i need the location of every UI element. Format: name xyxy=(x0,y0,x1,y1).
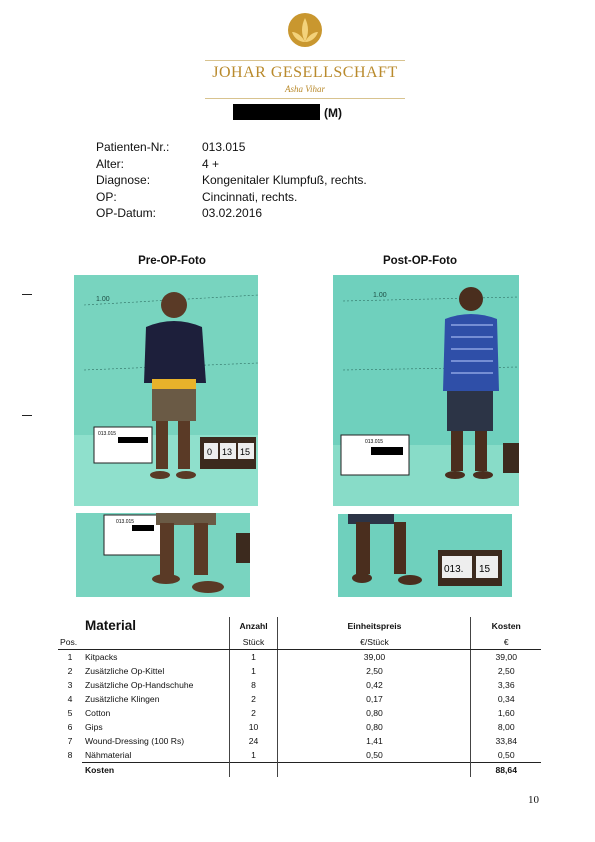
cell-kosten: 3,36 xyxy=(471,678,541,692)
cell-kosten: 0,50 xyxy=(471,748,541,763)
info-label: OP-Datum: xyxy=(96,206,157,220)
cell-preis: 0,42 xyxy=(278,678,471,692)
table-row xyxy=(58,720,541,734)
table-row xyxy=(58,650,541,665)
cell-pos: 7 xyxy=(67,736,73,746)
table-row xyxy=(58,734,541,748)
cell-kosten: 2,50 xyxy=(471,664,541,678)
info-row-diagnosis xyxy=(96,172,367,189)
info-value: 03.02.2016 xyxy=(202,206,263,220)
cell-anzahl: 1 xyxy=(229,650,278,665)
material-cost-table xyxy=(58,617,541,777)
cell-material: Zusätzliche Klingen xyxy=(84,694,160,704)
table-header-row xyxy=(58,617,541,634)
flip-digit: 0 xyxy=(207,447,213,457)
cell-preis: 0,80 xyxy=(278,720,471,734)
header-kosten: Kosten xyxy=(471,617,541,634)
table-unit-row xyxy=(58,634,541,650)
info-label: Alter: xyxy=(96,156,125,171)
unit-kosten: € xyxy=(471,634,541,650)
flip-digit: 013. xyxy=(444,564,464,575)
cell-material: Nähmaterial xyxy=(84,750,132,760)
header-pos: Pos. xyxy=(58,634,82,650)
cell-kosten: 39,00 xyxy=(471,650,541,665)
photo-card-number: 013.015 xyxy=(116,519,135,525)
info-value: Kongenitaler Klumpfuß, rechts. xyxy=(202,173,367,187)
cell-preis: 1,41 xyxy=(278,734,471,748)
cell-anzahl: 8 xyxy=(229,678,278,692)
flip-digit: 15 xyxy=(240,447,251,457)
margin-mark xyxy=(22,415,32,416)
cell-material: Zusätzliche Op-Kittel xyxy=(84,666,165,676)
cell-material: Cotton xyxy=(84,708,111,718)
cell-pos: 8 xyxy=(67,750,73,761)
info-row-patient-number xyxy=(96,139,367,156)
cell-preis: 0,17 xyxy=(278,692,471,706)
unit-anzahl: Stück xyxy=(229,634,278,650)
info-row-age xyxy=(96,156,367,173)
unit-einheitspreis: €/Stück xyxy=(278,634,471,650)
table-total-row xyxy=(58,763,541,778)
logo-rule-bottom xyxy=(205,98,405,99)
header-cell-empty xyxy=(58,617,82,634)
cell-pos: 5 xyxy=(67,708,73,718)
total-cell-empty xyxy=(278,763,471,778)
patient-info xyxy=(96,139,367,222)
cell-kosten: 33,84 xyxy=(471,734,541,748)
pre-op-photo-title: Pre-OP-Foto xyxy=(138,255,206,267)
header-einheitspreis: Einheitspreis xyxy=(278,617,471,634)
info-label: Patienten-Nr.: xyxy=(96,140,170,154)
wall-scale-label: 1.00 xyxy=(96,296,110,303)
info-value: Cincinnati, rechts. xyxy=(202,189,298,204)
pre-op-feet-photo xyxy=(76,513,250,597)
pre-op-photo xyxy=(74,275,258,506)
cell-preis: 39,00 xyxy=(278,650,471,665)
total-value: 88,64 xyxy=(471,763,541,778)
header-anzahl: Anzahl xyxy=(229,617,278,634)
margin-mark xyxy=(22,294,32,295)
info-label: Diagnose: xyxy=(96,173,151,187)
cell-pos: 4 xyxy=(67,694,73,704)
total-cell-empty xyxy=(229,763,278,778)
cell-material: Wound-Dressing (100 Rs) xyxy=(84,736,185,746)
cell-anzahl: 1 xyxy=(229,748,278,763)
table-row xyxy=(58,748,541,763)
cell-kosten: 8,00 xyxy=(471,720,541,734)
table-row xyxy=(58,678,541,692)
header-cell-empty xyxy=(82,634,229,650)
cell-pos: 6 xyxy=(67,722,73,732)
post-op-photo xyxy=(333,275,519,506)
cell-anzahl: 2 xyxy=(229,692,278,706)
cell-anzahl: 24 xyxy=(229,734,278,748)
brand-name: JOHAR GESELLSCHAFT xyxy=(212,64,398,81)
header-material: Material xyxy=(84,618,136,633)
patient-name-redacted xyxy=(233,104,320,120)
flip-digit: 15 xyxy=(479,564,491,575)
total-cell-empty xyxy=(58,763,82,778)
info-row-op-date xyxy=(96,205,367,222)
info-label: OP: xyxy=(96,189,117,204)
cell-preis: 2,50 xyxy=(278,664,471,678)
cell-material: Gips xyxy=(84,722,103,732)
cell-pos: 3 xyxy=(67,680,73,690)
cell-preis: 0,80 xyxy=(278,706,471,720)
brand-subtitle: Asha Vihar xyxy=(284,84,326,94)
photo-card-number: 013.015 xyxy=(365,439,384,445)
post-op-photo-title: Post-OP-Foto xyxy=(382,255,458,267)
cell-material: Zusätzliche Op-Handschuhe xyxy=(84,680,194,690)
cell-kosten: 0,34 xyxy=(471,692,541,706)
table-row xyxy=(58,706,541,720)
cell-kosten: 1,60 xyxy=(471,706,541,720)
logo-rule-top xyxy=(205,60,405,61)
table-row xyxy=(58,664,541,678)
post-op-feet-photo xyxy=(338,514,512,597)
info-row-operation xyxy=(96,189,367,206)
info-value: 4 + xyxy=(202,156,220,171)
total-label: Kosten xyxy=(82,763,229,778)
cell-pos: 2 xyxy=(67,666,73,676)
cell-anzahl: 2 xyxy=(229,706,278,720)
page-number: 10 xyxy=(528,794,539,806)
patient-gender: (M) xyxy=(324,106,342,120)
cell-anzahl: 10 xyxy=(229,720,278,734)
cell-preis: 0,50 xyxy=(278,748,471,763)
cell-anzahl: 1 xyxy=(229,664,278,678)
cell-material: Kitpacks xyxy=(84,652,118,662)
lotus-emblem-icon xyxy=(287,12,323,52)
photo-card-number: 013.015 xyxy=(98,431,117,437)
table-row xyxy=(58,692,541,706)
info-value: 013.015 xyxy=(202,140,246,154)
wall-scale-label: 1.00 xyxy=(373,292,387,299)
flip-digit: 13 xyxy=(222,447,233,457)
cell-pos: 1 xyxy=(67,652,73,662)
johar-logo xyxy=(205,12,405,104)
